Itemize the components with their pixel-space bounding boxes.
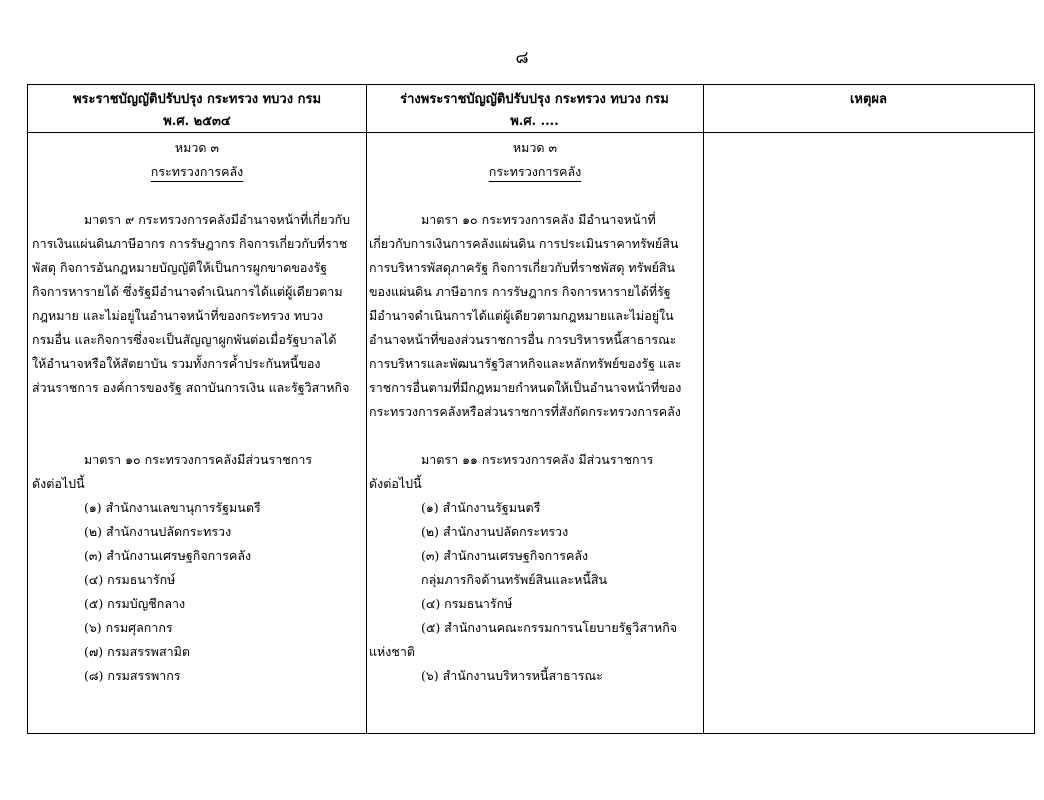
list-item: (๗) กรมสรรพสามิต [84, 644, 190, 659]
list-item: (๕) สำนักงานคณะกรรมการนโยบายรัฐวิสาหกิจ [421, 620, 678, 635]
section-text-line: ส่วนราชการ องค์การของรัฐ สถาบันการเงิน และรัฐวิสาหกิจ [32, 380, 350, 395]
section-lead: มาตรา ๑๑ กระทรวงการคลัง มีส่วนราชการ [421, 452, 654, 467]
section-text-line: ราชการอื่นตามที่มีกฎหมายกำหนดให้เป็นอำนาจหน้าที่ของ [369, 380, 682, 395]
chapter-title: กระทรวงการคลัง [488, 164, 582, 179]
header-title: พระราชบัญญัติปรับปรุง กระทรวง ทบวง กรม [72, 92, 322, 107]
current-act-column [32, 136, 362, 688]
section-lead-cont: ดังต่อไปนี้ [369, 476, 422, 491]
section-text-line: การบริหารและพัฒนารัฐวิสาหกิจและหลักทรัพย์ของรัฐ และ [369, 356, 682, 371]
section-text-line: มาตรา ๑๐ กระทรวงการคลัง มีอำนาจหน้าที่ [421, 212, 656, 227]
list-item: (๓) สำนักงานเศรษฐกิจการคลัง [84, 548, 252, 563]
list-item: (๑) สำนักงานเลขานุการรัฐมนตรี [84, 500, 261, 515]
draft-act-column [369, 136, 701, 688]
header-draft-act [366, 89, 703, 133]
chapter-number: หมวด ๓ [174, 140, 220, 155]
list-item: (๘) กรมสรรพากร [84, 668, 181, 683]
section-text-line: กรมอื่น และกิจการซึ่งจะเป็นสัญญาผูกพันต่อเมื่อรัฐบาลได้ [32, 332, 337, 347]
group-heading: กลุ่มภารกิจด้านทรัพย์สินและหนี้สิน [421, 572, 608, 587]
list-item: (๔) กรมธนารักษ์ [84, 572, 176, 587]
section-text-line: กฎหมาย และไม่อยู่ในอำนาจหน้าที่ของกระทรวง ทบวง [32, 308, 324, 323]
section-text-line: การเงินแผ่นดินภาษีอากร การรัษฎากร กิจการเกี่ยวกับที่ราช [32, 236, 348, 251]
section-text-line: การบริหารพัสดุภาครัฐ กิจการเกี่ยวกับที่ราชพัสดุ ทรัพย์สิน [369, 260, 676, 275]
header-current-act [28, 89, 366, 133]
header-title: เหตุผล [849, 92, 888, 107]
section-text-line: ของแผ่นดิน ภาษีอากร การรัษฎากร กิจการหารายได้ที่รัฐ [369, 284, 671, 299]
list-item-cont: แห่งชาติ [369, 644, 416, 659]
section-text-line: เกี่ยวกับการเงินการคลังแผ่นดิน การประเมินราคาทรัพย์สิน [369, 236, 679, 251]
section-text-line: อำนาจหน้าที่ของส่วนราชการอื่น การบริหารหนี้สาธารณะ [369, 332, 677, 347]
column-divider-1 [366, 85, 367, 733]
list-item: (๔) กรมธนารักษ์ [421, 596, 513, 611]
section-text-line: ให้อำนาจหรือให้สัตยาบัน รวมทั้งการค้ำประกันหนี้ของ [32, 356, 321, 371]
section-lead: มาตรา ๑๐ กระทรวงการคลังมีส่วนราชการ [84, 452, 313, 467]
list-item: (๖) กรมศุลกากร [84, 620, 173, 635]
list-item: (๒) สำนักงานปลัดกระทรวง [84, 524, 232, 539]
list-item: (๑) สำนักงานรัฐมนตรี [421, 500, 541, 515]
chapter-title: กระทรวงการคลัง [150, 164, 244, 179]
section-text-line: กระทรวงการคลังหรือส่วนราชการที่สังกัดกระทรวงการคลัง [369, 404, 681, 419]
list-item: (๒) สำนักงานปลัดกระทรวง [421, 524, 569, 539]
page-number: ๘ [515, 48, 529, 68]
list-item: (๓) สำนักงานเศรษฐกิจการคลัง [421, 548, 589, 563]
header-year: พ.ศ. ๒๕๓๔ [163, 114, 231, 129]
header-reason [703, 89, 1034, 111]
header-year: พ.ศ. .... [510, 114, 559, 129]
chapter-number: หมวด ๓ [512, 140, 558, 155]
section-text-line: มาตรา ๙ กระทรวงการคลังมีอำนาจหน้าที่เกี่ยวกับ [84, 212, 351, 227]
header-title: ร่างพระราชบัญญัติปรับปรุง กระทรวง ทบวง กรม [400, 92, 669, 107]
section-text-line: พัสดุ กิจการอันกฎหมายบัญญัติให้เป็นการผูกขาดของรัฐ [32, 260, 328, 275]
section-text-line: มีอำนาจดำเนินการได้แต่ผู้เดียวตามกฎหมายและไม่อยู่ใน [369, 308, 674, 323]
section-text-line: กิจการหารายได้ ซึ่งรัฐมีอำนาจดำเนินการได้แต่ผู้เดียวตาม [32, 284, 343, 299]
section-lead-cont: ดังต่อไปนี้ [32, 476, 85, 491]
list-item: (๕) กรมบัญชีกลาง [84, 596, 186, 611]
comparison-table [27, 84, 1035, 734]
column-divider-2 [703, 85, 704, 733]
list-item: (๖) สำนักงานบริหารหนี้สาธารณะ [421, 668, 603, 683]
